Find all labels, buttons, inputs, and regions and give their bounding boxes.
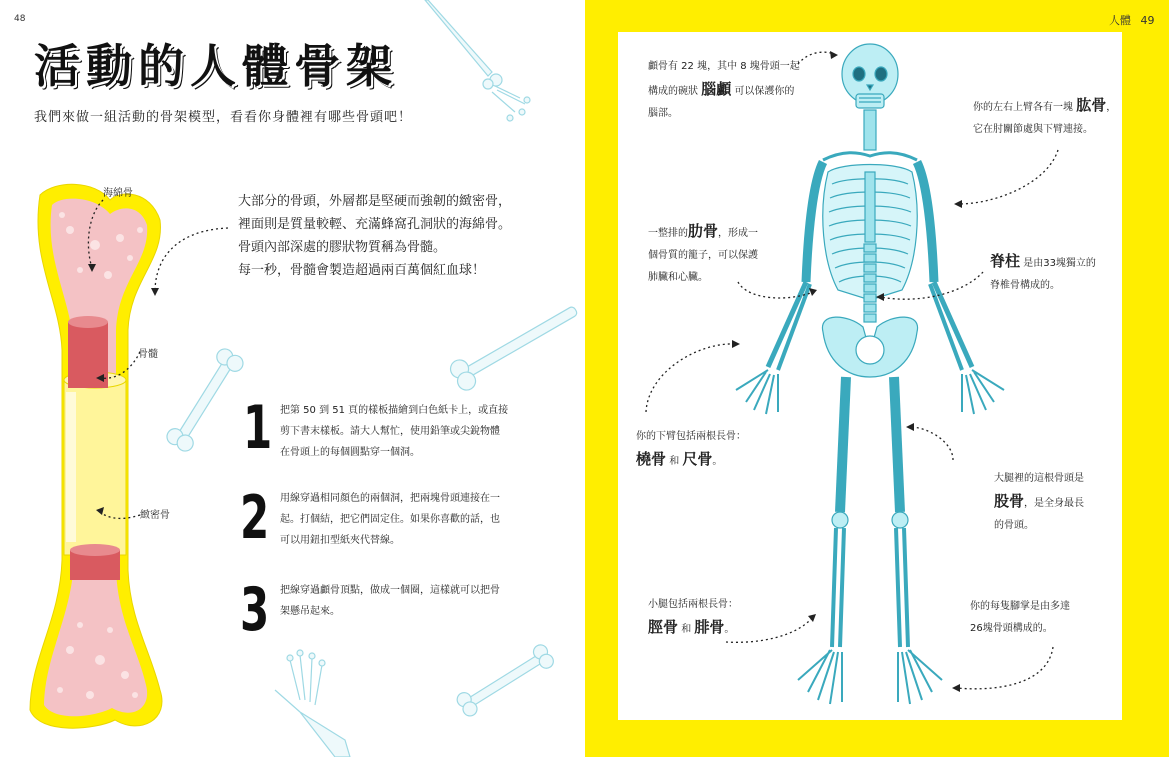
annotation-line <box>990 250 1096 275</box>
term-spine: 脊柱 <box>990 252 1021 270</box>
annotation-line: 的骨頭。 <box>994 520 1034 531</box>
term-ulna: 尺骨 <box>682 450 713 468</box>
step-line: 把第 50 到 51 頁的樣板描繪到白色紙卡上，或直接 <box>280 405 509 416</box>
annotation-line: 你的每隻腳掌是由多達 <box>970 601 1070 612</box>
step-line: 架懸吊起來。 <box>280 606 340 617</box>
page-subtitle: 我們來做一組活動的骨架模型，看看你身體裡有哪些骨頭吧！ <box>34 110 413 125</box>
annotation-line <box>636 448 746 473</box>
annotation-text: 。 <box>724 624 735 635</box>
annotation-line <box>648 220 758 245</box>
annotation-line: 你的下臂包括兩根長骨： <box>636 431 746 442</box>
step-3-text <box>280 580 540 622</box>
annotation-line <box>648 78 800 103</box>
skull-annotation <box>648 56 800 125</box>
step-2-number: 2 <box>240 483 270 553</box>
foot-annotation <box>970 596 1070 640</box>
term-fibula: 腓骨 <box>694 618 725 636</box>
forearm-annotation <box>636 426 746 473</box>
annotation-line <box>973 94 1116 119</box>
annotation-text: 你的左右上臂各有一塊 <box>973 102 1073 113</box>
page-number-right: 49 <box>1140 14 1155 27</box>
step-line: 起。打個結，把它們固定住。如果你喜歡的話，也 <box>280 514 500 525</box>
intro-line: 骨頭內部深處的膠狀物質稱為骨髓。 <box>238 240 447 255</box>
annotation-text: ， <box>1106 102 1117 113</box>
annotation-line <box>648 616 738 641</box>
humerus-annotation <box>973 94 1116 141</box>
term-ribs: 肋骨 <box>688 222 719 240</box>
step-2-text <box>280 488 540 551</box>
intro-line: 裡面則是質量較輕、充滿蜂窩孔洞狀的海綿骨。 <box>238 217 512 232</box>
annotation-text: 一整排的 <box>648 228 688 239</box>
annotation-line: 小腿包括兩根長骨： <box>648 599 738 610</box>
annotation-text: 可以保護你的 <box>734 86 795 97</box>
page-number-left: 48 <box>14 14 26 24</box>
term-humerus: 肱骨 <box>1076 96 1107 114</box>
intro-line: 每一秒，骨髓會製造超過兩百萬個紅血球！ <box>238 263 486 278</box>
femur-annotation <box>994 468 1084 537</box>
page-title: 活動的人體骨架 <box>34 39 398 93</box>
step-3-number: 3 <box>240 575 270 645</box>
marrow-label: 骨髓 <box>138 349 158 360</box>
section-header: 人體 <box>1109 14 1131 27</box>
step-1-number: 1 <box>243 393 273 463</box>
spongy-bone-label: 海綿骨 <box>103 188 133 199</box>
compact-bone-label: 緻密骨 <box>140 510 170 521</box>
term-femur: 股骨 <box>994 492 1025 510</box>
right-page <box>585 0 1169 757</box>
term-radius: 橈骨 <box>636 450 667 468</box>
step-line: 用線穿過相同顏色的兩個洞，把兩塊骨頭連接在一 <box>280 493 500 504</box>
annotation-line: 26塊骨頭構成的。 <box>970 623 1053 634</box>
annotation-text: 。 <box>712 456 723 467</box>
annotation-line: 顱骨有 22 塊，其中 8 塊骨頭一起 <box>648 61 800 72</box>
step-line: 剪下書末樣板。請大人幫忙，使用鉛筆或尖銳物體 <box>280 426 500 437</box>
annotation-text: 和 <box>669 456 680 467</box>
lower-leg-annotation <box>648 594 738 641</box>
annotation-line: 個骨質的籠子，可以保護 <box>648 250 758 261</box>
step-line: 可以用鈕扣型紙夾代替線。 <box>280 535 400 546</box>
step-1-text <box>280 400 540 463</box>
annotation-line: 大腿裡的這根骨頭是 <box>994 473 1084 484</box>
skeleton-panel <box>618 32 1122 720</box>
annotation-text: 構成的碗狀 <box>648 86 698 97</box>
intro-text <box>238 190 538 282</box>
term-tibia: 脛骨 <box>648 618 679 636</box>
term-cranium: 腦顱 <box>701 80 732 98</box>
annotation-text: 和 <box>681 624 692 635</box>
annotation-line: 脊椎骨構成的。 <box>990 280 1060 291</box>
ribs-annotation <box>648 220 758 289</box>
annotation-line: 肺臟和心臟。 <box>648 272 708 283</box>
annotation-line: 腦部。 <box>648 108 678 119</box>
step-line: 把線穿過顱骨頂點，做成一個圈，這樣就可以把骨 <box>280 585 500 596</box>
page-header <box>1109 12 1155 28</box>
intro-line: 大部分的骨頭，外層都是堅硬而強韌的緻密骨， <box>238 194 512 209</box>
annotation-text: 是由33塊獨立的 <box>1023 258 1096 269</box>
annotation-text: ，是全身最長 <box>1024 498 1085 509</box>
annotation-line <box>994 490 1084 515</box>
step-line: 在骨頭上的每個圓點穿一個洞。 <box>280 447 420 458</box>
annotation-line: 它在肘關節處與下臂連接。 <box>973 124 1093 135</box>
spine-annotation <box>990 250 1096 297</box>
annotation-text: ，形成一 <box>718 228 759 239</box>
